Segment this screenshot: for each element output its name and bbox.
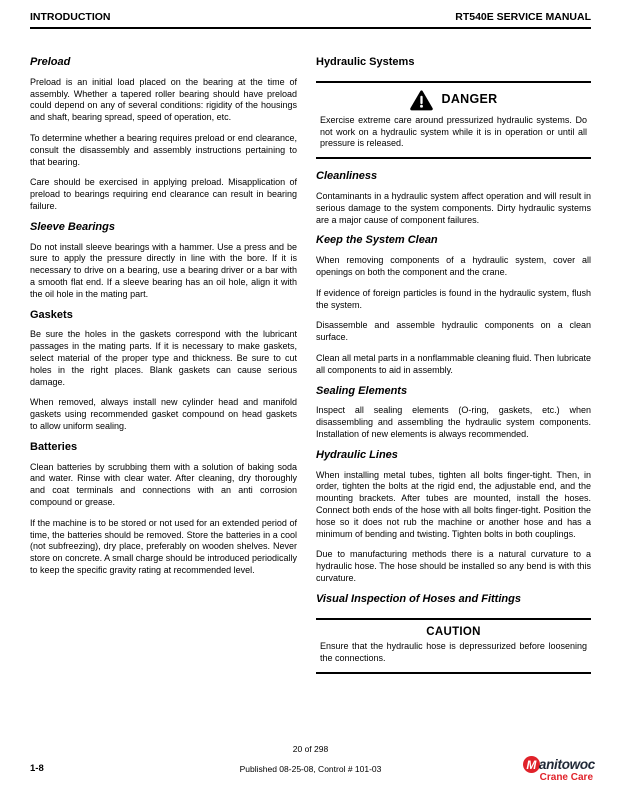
right-column — [316, 52, 591, 686]
header-manual-title: RT540E SERVICE MANUAL — [455, 11, 591, 23]
paragraph: To determine whether a bearing requires preload or end clearance, consult the disassembly and assembly instructions pertaining to that bearing. — [30, 132, 297, 167]
section-heading: Keep the System Clean — [316, 234, 438, 247]
paragraph: Contaminants in a hydraulic system affect operation and will result in serious damage to the system components. Dirty hydraulic systems are a major cause of component failures. — [316, 190, 591, 225]
manitowoc-crane-care-logo — [523, 756, 595, 783]
section-heading: Preload — [30, 56, 71, 68]
logo-m-circle-icon: M — [523, 756, 540, 773]
footer-published-info: Published 08-25-08, Control # 101-03 — [239, 764, 382, 774]
section-gaskets — [30, 310, 297, 433]
paragraph: Disassemble and assemble hydraulic components on a clean surface. — [316, 320, 591, 343]
section-heading: Sleeve Bearings — [30, 220, 115, 233]
section-sealing-elements — [316, 386, 591, 441]
paragraph: Do not install sleeve bearings with a hammer. Use a press and be sure to apply the pressure directly in line with the bore. If it is necessary to drive on a bearing, use a bearing driver or a bar with a smooth flat end. If a sleeve bearing has an oil hole, align it with the oil hole in the mating part. — [30, 241, 297, 299]
caution-box — [316, 618, 591, 674]
danger-box — [316, 81, 591, 159]
section-heading: Visual Inspection of Hoses and Fittings — [316, 592, 521, 605]
paragraph: When installing metal tubes, tighten all bolts finger-tight. Then, in order, tighten the bolts at the rigid end, the adjustable end, and the mounting brackets. After tubes are mounted, install the hoses. Connect both ends of the hose with all bolts finger-tight. Position the hose so it does not rub the machine or another hose and has a minimum of bending and twisting. Tighten bolts in both couplings. — [316, 469, 591, 539]
caution-text: Ensure that the hydraulic hose is depressurized before loosening the connections. — [320, 641, 587, 664]
section-heading: Hydraulic Lines — [316, 448, 398, 461]
section-heading: Batteries — [30, 440, 78, 453]
section-batteries — [30, 442, 297, 577]
logo-subtitle: Crane Care — [539, 772, 593, 783]
paragraph: When removed, always install new cylinder head and manifold gaskets using recommended gasket compound on head gaskets to allow uniform sealing. — [30, 397, 297, 431]
header-section-title: INTRODUCTION — [30, 11, 111, 23]
page-header — [30, 11, 591, 29]
section-keep-system-clean — [316, 235, 591, 376]
danger-text: Exercise extreme care around pressurized hydraulic systems. Do not work on a hydraulic system while it is in operation or until all pressure is released. — [320, 114, 587, 149]
section-hydraulic-lines — [316, 450, 591, 585]
section-heading: Sealing Elements — [316, 384, 408, 397]
logo-word: anitowoc — [538, 757, 595, 772]
paragraph: If the machine is to be stored or not used for an extended period of time, the batteries should be removed. Store the batteries in a cool (not subfreezing), dry place, preferably on wooden shelves. Never store on concrete. A small charge should be introduced periodically to keep the specific gravity rating at recommended level. — [30, 517, 297, 575]
danger-header — [317, 90, 590, 111]
section-preload — [30, 57, 297, 213]
paragraph: If evidence of foreign particles is found in the hydraulic system, flush the system. — [316, 287, 591, 310]
warning-triangle-icon — [410, 90, 433, 111]
section-heading: Cleanliness — [316, 170, 378, 183]
section-visual-inspection — [316, 594, 591, 606]
section-cleanliness — [316, 171, 591, 226]
paragraph: Preload is an initial load placed on the bearing at the time of assembly. Whether a tapered roller bearing should have preload could depend on any of several conditions: rigidity of the housings and shaft, bearing spread, speed of operation, etc. — [30, 76, 297, 123]
footer-page-number: 1-8 — [30, 763, 44, 774]
section-sleeve-bearings — [30, 222, 297, 301]
danger-label: DANGER — [441, 92, 498, 107]
paragraph: Inspect all sealing elements (O-ring, gaskets, etc.) when disassembling and assembling the hydraulic system components. Installation of new elements is always recommended. — [316, 405, 591, 439]
paragraph: Clean batteries by scrubbing them with a solution of baking soda and water. Rinse with clear water. After cleaning, dry thoroughly and coat terminals and connections with an anti corrosion compound or grease. — [30, 461, 297, 507]
caution-label: CAUTION — [426, 625, 481, 638]
section-heading: Gaskets — [30, 308, 73, 321]
logo-wordmark — [523, 756, 595, 773]
paragraph: Be sure the holes in the gaskets correspond with the lubricant passages in the mating parts. If it is necessary to make gaskets, select material of the proper type and thickness. Be sure to cut holes in the right places. Blank gaskets can cause serious damage. — [30, 329, 297, 387]
paragraph: Clean all metal parts in a nonflammable cleaning fluid. Then lubricate all components to aid in assembly. — [316, 352, 591, 375]
paragraph: Care should be exercised in applying preload. Misapplication of preload to bearings requiring end clearance can result in bearing failure. — [30, 177, 297, 211]
section-heading-hydraulic-systems: Hydraulic Systems — [316, 56, 415, 68]
footer-page-count: 20 of 298 — [292, 744, 329, 754]
left-column — [30, 52, 297, 586]
paragraph: Due to manufacturing methods there is a natural curvature to a hydraulic hose. The hose should be installed so any bend is with this curvature. — [316, 549, 591, 583]
paragraph: When removing components of a hydraulic system, cover all openings on both the component and the crane. — [316, 255, 591, 277]
